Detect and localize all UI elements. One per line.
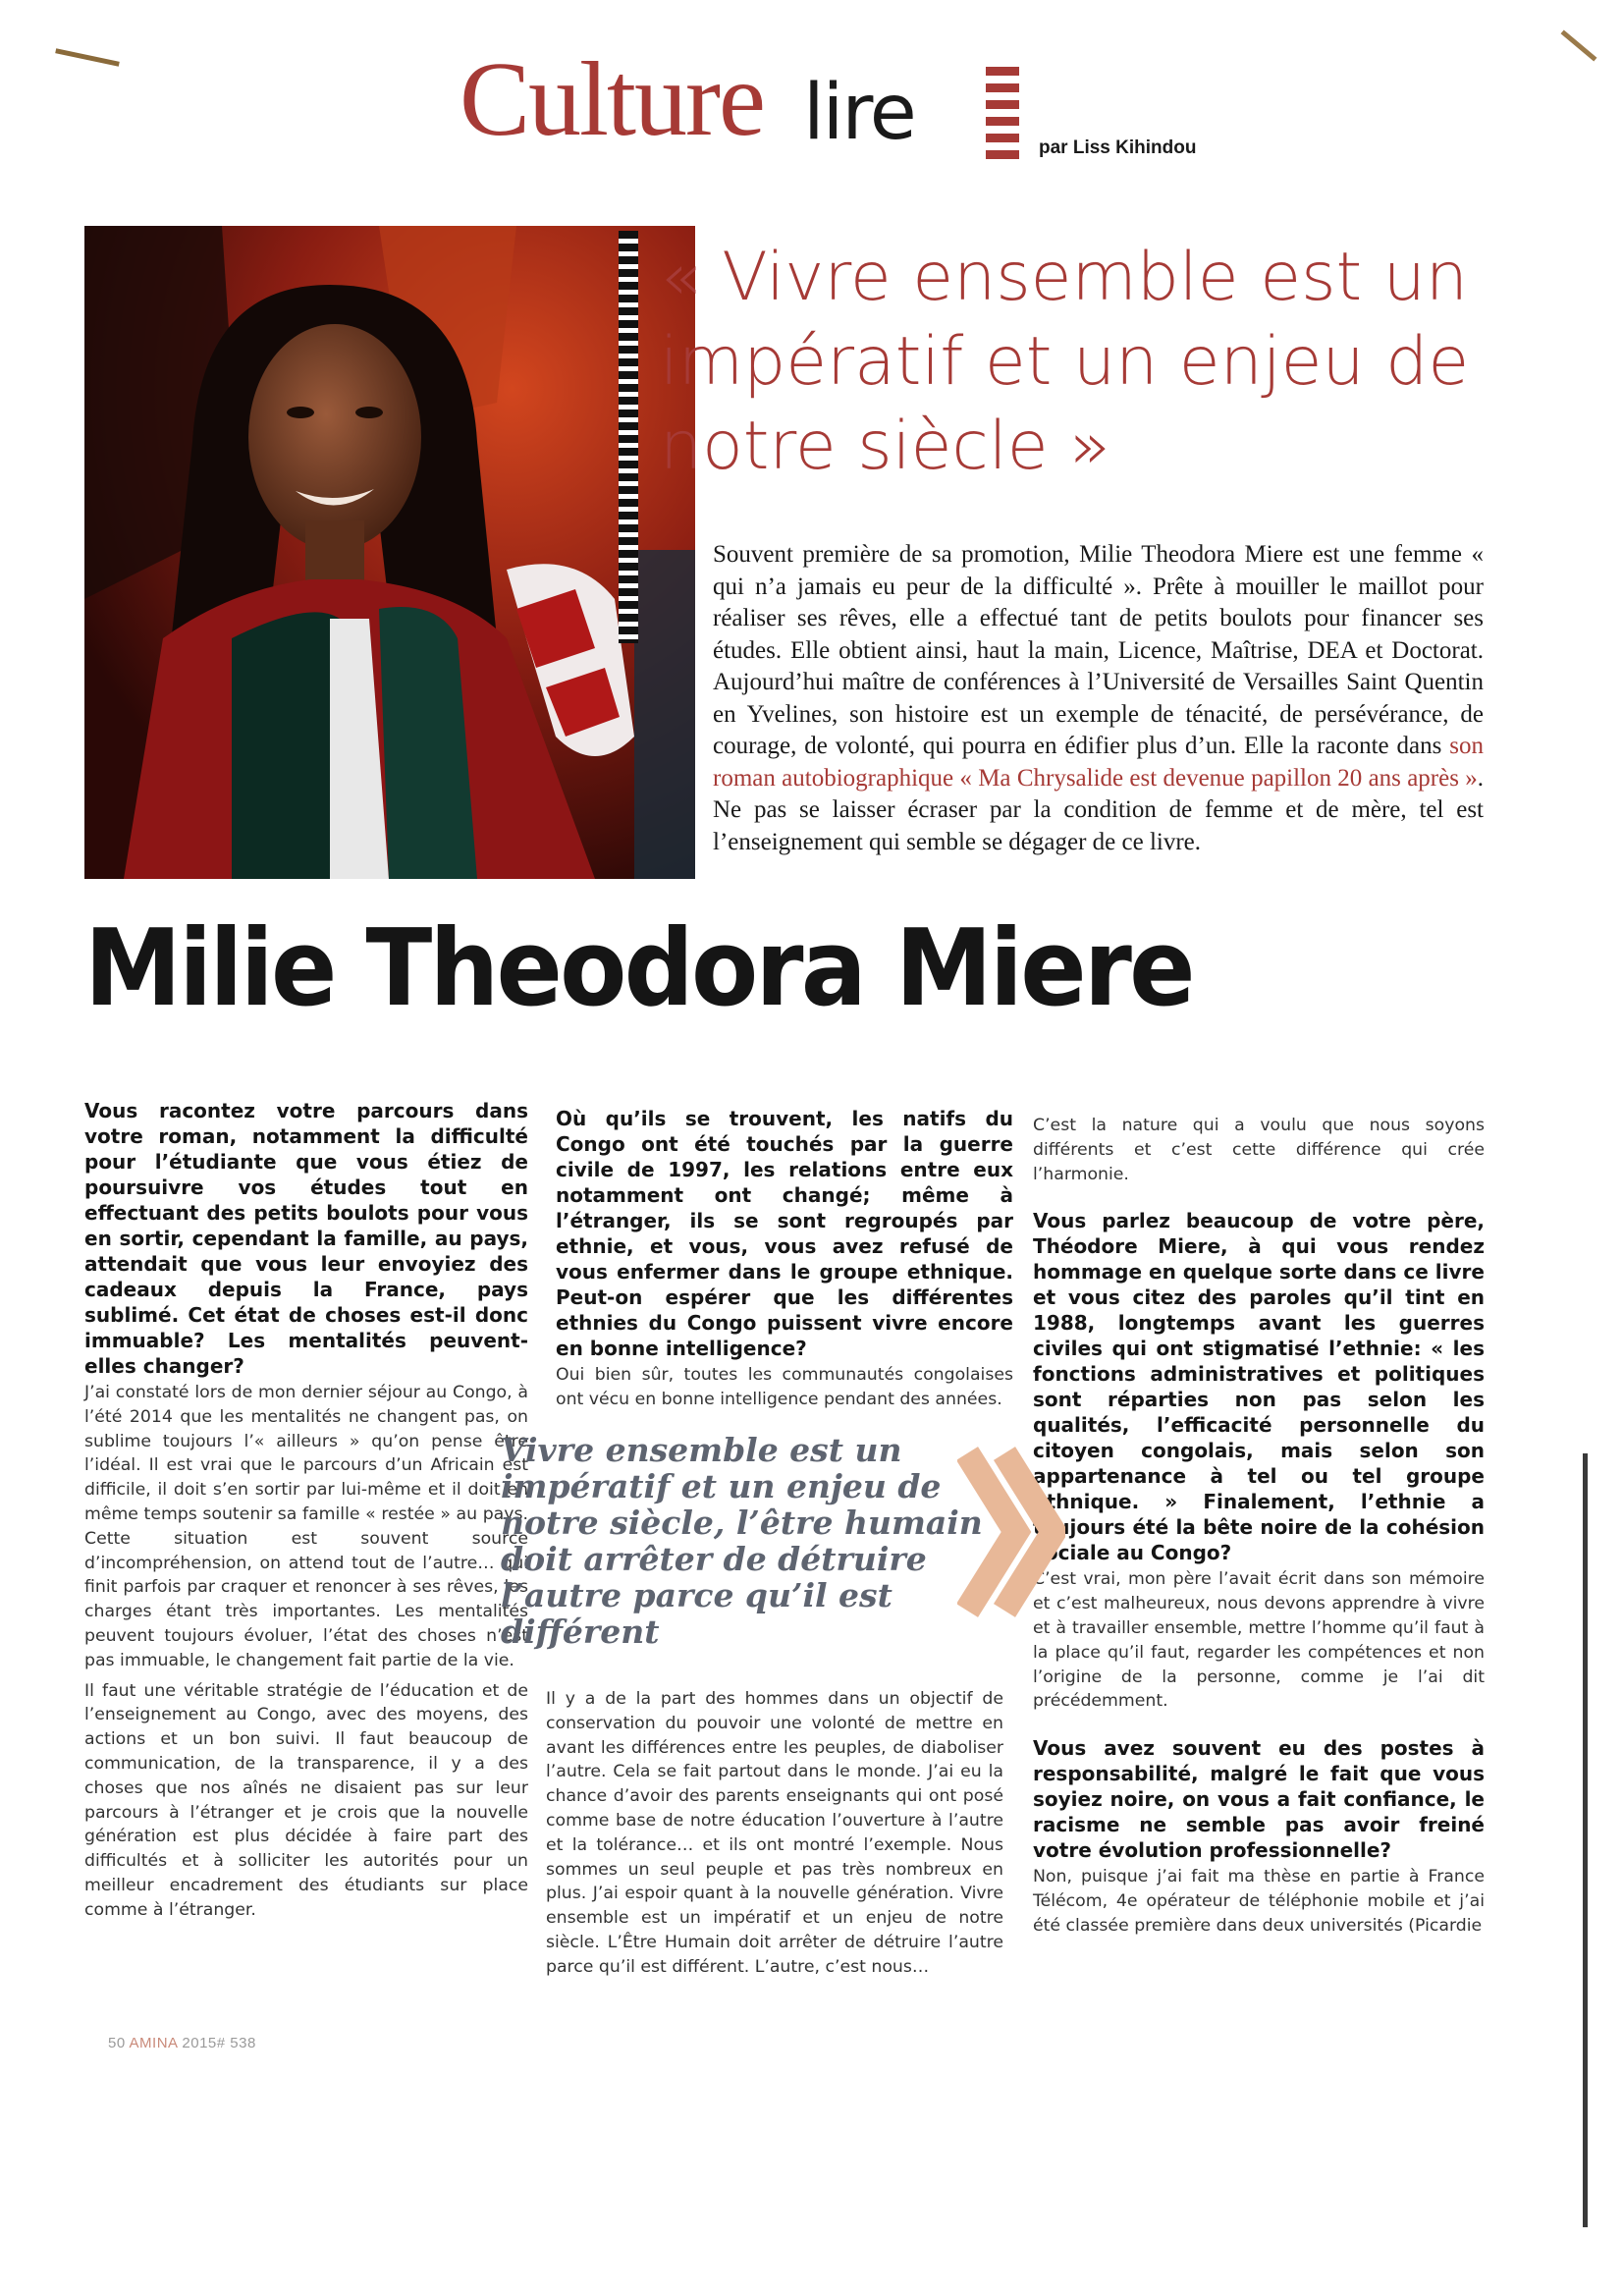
interview-answer: Oui bien sûr, toutes les communautés congolaises ont vécu en bonne intelligence pendant des années.	[556, 1365, 1013, 1409]
issue-number: 2015# 538	[182, 2035, 256, 2051]
page-footer	[108, 2035, 256, 2051]
magazine-name: AMINA	[129, 2035, 178, 2051]
interview-answer: J’ai constaté lors de mon dernier séjour au Congo, à l’été 2014 que les mentalités ne changent pas, on sublime toujours l’« ailleurs » qu’on pense être l’idéal. Il est vrai que le parcours d’un Africain est difficile, il doit s’en sortir par lui-même et il doit en même temps soutenir sa famille « restée » au pays. Cette situation est souvent source d’incompréhension, on attend tout de l’autre… qui finit parfois par craquer et renoncer à ses rêves, les charges étant très importantes. Les mentalités peuvent toujours évoluer, l’état des choses n’est pas immuable, le changement fait partie de la vie.	[84, 1383, 528, 1670]
book-title-highlight: son roman autobiographique « Ma Chrysalide est devenue papillon 20 ans après »	[713, 733, 1484, 792]
interview-question: Vous parlez beaucoup de votre père, Théodore Miere, à qui vous rendez hommage en quelque sorte dans ce livre et vous citez des paroles qu’il tint en 1988, longtemps avant les guerres civiles qui ont stigmatisé l’ethnie: « les fonctions administratives et politiques sont réparties non pas selon les qualités, l’efficacité personnelle du citoyen congolais, mais selon son appartenance à tel ou tel groupe ethnique. » Finalement, l’ethnie a toujours été la bête noire de la cohésion sociale au Congo?	[1033, 1209, 1485, 1565]
intro-paragraph	[713, 539, 1484, 858]
page-number: 50	[108, 2035, 126, 2051]
column-3	[1033, 1114, 1485, 1939]
intro-text-end: . Ne pas se laisser écraser par la condition de femme et de mère, tel est l’enseignement qui semble se dégager de ce livre.	[713, 764, 1484, 855]
interview-answer: Il y a de la part des hommes dans un objectif de conservation du pouvoir une volonté de mettre en avant les différences entre les peuples, de diaboliser l’autre. Cela se fait partout dans le monde. J’ai eu la chance d’avoir des parents enseignants qui ont posé comme base de notre éducation l’ouverture à l’autre et la tolérance… et ils ont montré l’exemple. Nous sommes un seul peuple et pas très nombreux en plus. J’ai espoir quant à la nouvelle génération. Vivre ensemble est un impératif et un enjeu de notre siècle. L’Être Humain doit arrêter de détruire l’autre parce qu’il est différent. L’autre, c’est nous…	[546, 1689, 1003, 1977]
intro-text: Souvent première de sa promotion, Milie Theodora Miere est une femme « qui n’a jamais eu peur de la difficulté ». Prête à mouiller le maillot pour réaliser ses rêves, elle a effectué tant de petits boulots pour financer ses études. Elle obtient ainsi, haut la main, Licence, Maîtrise, DEA et Doctorat. Aujourd’hui maître de conférences à l’Université de Versailles Saint Quentin en Yvelines, son histoire est un exemple de ténacité, de persévérance, de courage, de volonté, qui pourra en édifier plus d’un. Elle la raconte dans	[713, 541, 1484, 759]
portrait-photo	[84, 226, 695, 879]
headline-quote: « Vivre ensemble est un impératif et un enjeu de notre siècle »	[660, 239, 1470, 485]
section-kicker-culture: Culture	[460, 41, 764, 158]
interview-answer: Il faut une véritable stratégie de l’éducation et de l’enseignement au Congo, avec des moyens, des actions et un bon suivi. Il faut beaucoup de communication, de la transparence, il y a des choses que nos aînés ne disaient pas sur leur parcours à l’étranger et je crois que la nouvelle génération est plus décidée à faire part des difficultés et à solliciter les autorités pour un meilleur encadrement des étudiants sur place comme à l’étranger.	[84, 1680, 528, 1920]
byline: par Liss Kihindou	[1039, 137, 1197, 158]
column-2	[556, 1106, 1013, 1412]
interview-question: Vous racontez votre parcours dans votre roman, notamment la difficulté pour l’étudiante que vous étiez de poursuivre vos études tout en effectuant des petits boulots pour vous en sortir, cependant la famille, au pays, attendait que vous leur envoyiez des cadeaux depuis la France, pays sublimé. Cet état de choses est-il donc immuable? Les mentalités peuvent-elles changer?	[84, 1099, 528, 1378]
column-1	[84, 1098, 528, 1923]
interview-answer: C’est vrai, mon père l’avait écrit dans son mémoire et c’est malheureux, nous devons apprendre à vivre et à travailler ensemble, mettre l’homme qu’il faut à la place qu’il faut, regarder les compétences et non l’origine de la personne, comme je l’ai dit précédemment.	[1033, 1569, 1485, 1712]
column-2-continued	[546, 1687, 1003, 1980]
pull-quote: Vivre ensemble est un impératif et un enjeu de notre siècle, l’être humain doit arrêter de détruire l’autre parce qu’il est différent	[501, 1431, 983, 1651]
kicker-bars-decoration	[986, 67, 1019, 163]
pin-mark	[55, 48, 120, 67]
interviewee-name: Milie Theodora Miere	[84, 907, 1193, 1030]
interview-answer: Non, puisque j’ai fait ma thèse en partie à France Télécom, 4e opérateur de téléphonie mobile et j’ai été classée première dans deux universités (Picardie	[1033, 1867, 1485, 1936]
section-kicker-lire: lire	[803, 69, 915, 157]
pin-mark	[1561, 29, 1597, 61]
interview-answer: C’est la nature qui a voulu que nous soyons différents et c’est cette différence qui crée l’harmonie.	[1033, 1116, 1485, 1184]
edge-rule	[1583, 1453, 1588, 2227]
film-strip-decoration	[619, 231, 638, 643]
portrait-photo-drawing	[84, 226, 695, 879]
interview-question: Où qu’ils se trouvent, les natifs du Congo ont été touchés par la guerre civile de 1997, les relations entre eux notamment ont changé; même à l’étranger, ils se sont regroupés par ethnie, et vous, vous avez refusé de vous enfermer dans le groupe ethnique. Peut-on espérer que les différentes ethnies du Congo puissent vivre encore en bonne intelligence?	[556, 1107, 1013, 1360]
interview-question: Vous avez souvent eu des postes à responsabilité, malgré le fait que vous soyiez noire, on vous a fait confiance, le racisme ne semble pas avoir freiné votre évolution professionnelle?	[1033, 1736, 1485, 1863]
